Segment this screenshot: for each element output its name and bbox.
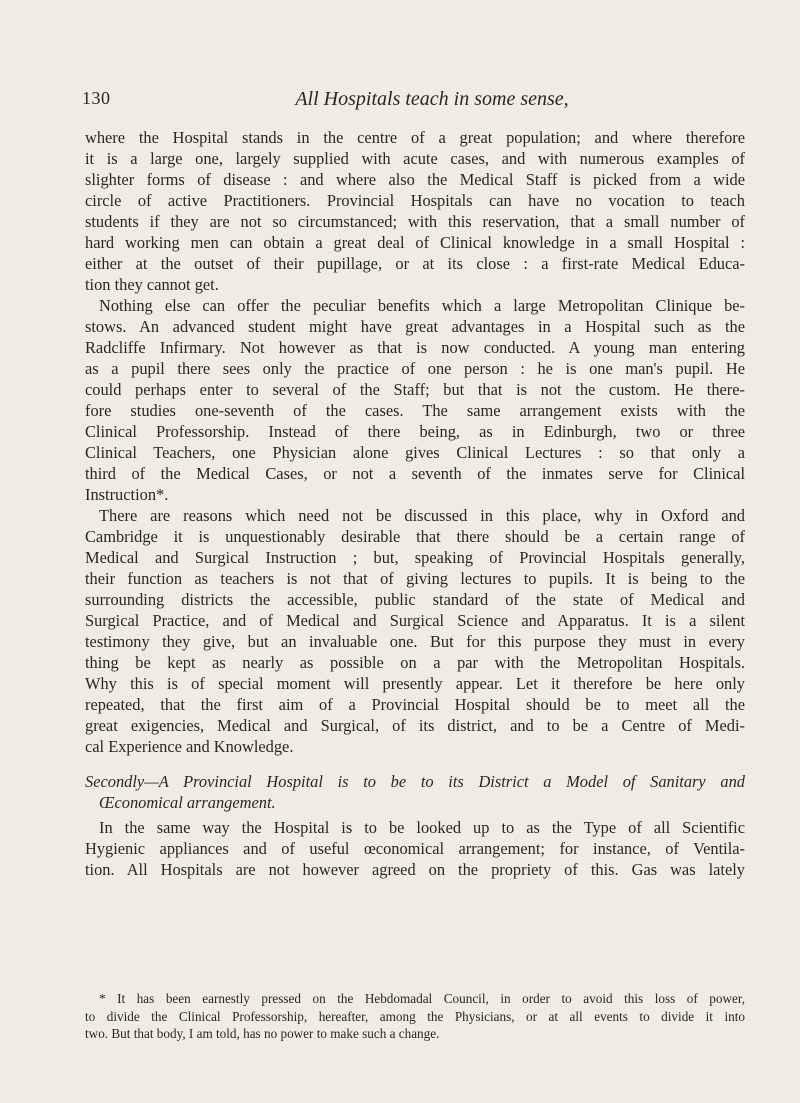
text-line: Cambridge it is unquestionably desirable that there should be a certain range of bbox=[85, 527, 745, 546]
text-line: tion they cannot get. bbox=[85, 275, 219, 294]
section-heading bbox=[85, 771, 745, 813]
text-line: great exigencies, Medical and Surgical, of its district, and to be a Centre of Medi- bbox=[85, 716, 745, 735]
text-line: students if they are not so circumstanced; with this reservation, that a small number of bbox=[85, 212, 745, 231]
text-line: where the Hospital stands in the centre of a great population; and where therefore bbox=[85, 128, 745, 147]
text-line: fore studies one-seventh of the cases. The same arrangement exists with the bbox=[85, 401, 745, 420]
footnote-line: to divide the Clinical Professorship, hereafter, among the Physicians, or at all events to divide it into bbox=[85, 1008, 745, 1024]
text-line: circle of active Practitioners. Provincial Hospitals can have no vocation to teach bbox=[85, 191, 745, 210]
text-line: testimony they give, but an invaluable one. But for this purpose they must in every bbox=[85, 632, 745, 651]
text-line: hard working men can obtain a great deal of Clinical knowledge in a small Hospital : bbox=[85, 233, 745, 252]
page-number: 130 bbox=[82, 88, 111, 108]
text-line: In the same way the Hospital is to be looked up to as the Type of all Scientific bbox=[99, 818, 745, 837]
text-line: Clinical Teachers, one Physician alone gives Clinical Lectures : so that only a bbox=[85, 443, 745, 462]
paragraph-2 bbox=[85, 295, 745, 505]
text-line: their function as teachers is not that of giving lectures to pupils. It is being to the bbox=[85, 569, 745, 588]
text-line: Clinical Professorship. Instead of there being, as in Edinburgh, two or three bbox=[85, 422, 745, 441]
page-header bbox=[82, 88, 742, 118]
text-line: Medical and Surgical Instruction ; but, speaking of Provincial Hospitals generally, bbox=[85, 548, 745, 567]
text-line: Radcliffe Infirmary. Not however as that is now conducted. A young man entering bbox=[85, 338, 745, 357]
text-line: Surgical Practice, and of Medical and Surgical Science and Apparatus. It is a silent bbox=[85, 611, 745, 630]
text-line: cal Experience and Knowledge. bbox=[85, 737, 294, 756]
text-line: Hygienic appliances and of useful œconomical arrangement; for instance, of Ventila- bbox=[85, 839, 745, 858]
paragraph-4 bbox=[85, 817, 745, 880]
running-title: All Hospitals teach in some sense, bbox=[295, 88, 569, 110]
text-line: could perhaps enter to several of the Staff; but that is not the custom. He there- bbox=[85, 380, 745, 399]
section-heading-line: Œconomical arrangement. bbox=[99, 793, 276, 812]
section-heading-line: Secondly—A Provincial Hospital is to be to its District a Model of Sanitary and bbox=[85, 772, 745, 791]
footnote-line: * It has been earnestly pressed on the Hebdomadal Council, in order to avoid this loss of power, bbox=[99, 991, 745, 1006]
text-line: it is a large one, largely supplied with acute cases, and with numerous examples of bbox=[85, 149, 745, 168]
paragraph-1 bbox=[85, 127, 745, 295]
text-line: There are reasons which need not be discussed in this place, why in Oxford and bbox=[99, 506, 745, 525]
text-line: repeated, that the first aim of a Provincial Hospital should be to meet all the bbox=[85, 695, 745, 714]
text-line: Nothing else can offer the peculiar benefits which a large Metropolitan Clinique be- bbox=[99, 296, 745, 315]
text-line: third of the Medical Cases, or not a seventh of the inmates serve for Clinical bbox=[85, 464, 745, 483]
footnote bbox=[85, 990, 745, 1043]
text-line: thing be kept as nearly as possible on a par with the Metropolitan Hospitals. bbox=[85, 653, 745, 672]
text-line: either at the outset of their pupillage, or at its close : a first-rate Medical Educa- bbox=[85, 254, 745, 273]
text-line: surrounding districts the accessible, public standard of the state of Medical and bbox=[85, 590, 745, 609]
text-line: Instruction*. bbox=[85, 485, 169, 504]
footnote-line: two. But that body, I am told, has no power to make such a change. bbox=[85, 1026, 440, 1041]
text-line: Why this is of special moment will presently appear. Let it therefore be here only bbox=[85, 674, 745, 693]
text-line: slighter forms of disease : and where also the Medical Staff is picked from a wide bbox=[85, 170, 745, 189]
paragraph-3 bbox=[85, 505, 745, 757]
text-line: stows. An advanced student might have great advantages in a Hospital such as the bbox=[85, 317, 745, 336]
text-line: as a pupil there sees only the practice of one person : he is one man's pupil. He bbox=[85, 359, 745, 378]
body-text bbox=[85, 127, 745, 880]
text-line: tion. All Hospitals are not however agreed on the propriety of this. Gas was lately bbox=[85, 860, 745, 879]
